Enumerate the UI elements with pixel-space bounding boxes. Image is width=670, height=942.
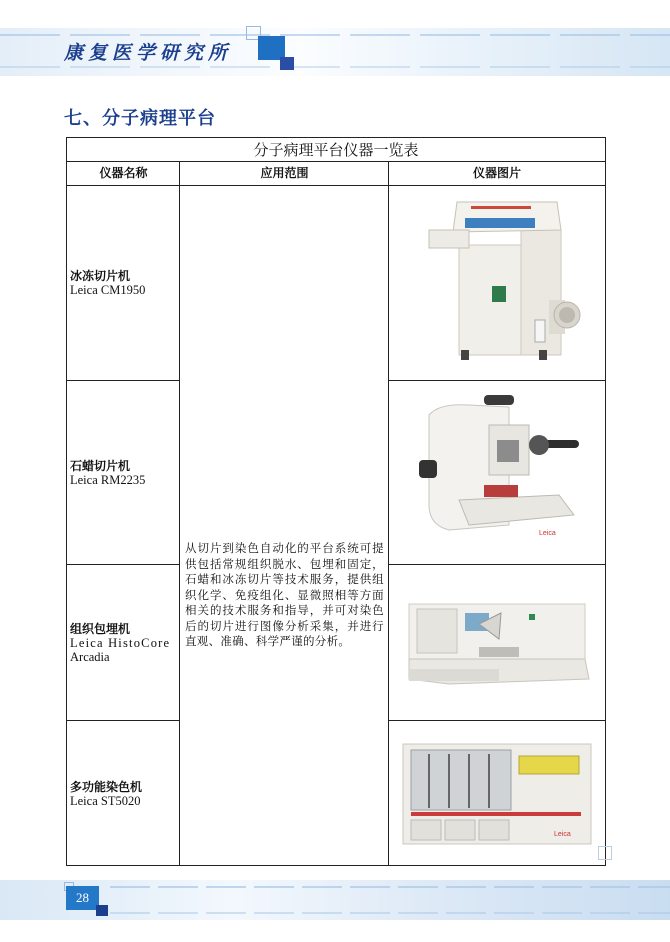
row-divider: [388, 720, 605, 721]
section-title: 七、分子病理平台: [64, 108, 216, 129]
instrument-model-line2: Arcadia: [70, 649, 110, 664]
header-stripe: [0, 66, 670, 68]
microtome-image: [389, 385, 605, 560]
stainer-image: [389, 724, 605, 864]
instrument-name-cn: 石蜡切片机: [70, 458, 131, 473]
instrument-table: [66, 137, 606, 866]
page-number: 28: [66, 886, 99, 910]
application-scope-cell: [180, 186, 388, 865]
row-divider: [388, 380, 605, 381]
decor-corner-square: [598, 846, 612, 860]
svg-text:Leica: Leica: [554, 831, 571, 838]
instrument-name-cn: 冰冻切片机: [70, 269, 131, 283]
application-scope-text: 从切片到染色自动化的平台系统可提供包括常规组织脱水、包埋和固定，石蜡和冰冻切片等技术服务，提供组织化学、免疫组化、显微照相等方面相关的技术服务和指导，并可对染色后的切片进行图像分析采集，并进行直观、准确、科学严谨的分析。: [185, 541, 384, 649]
decor-square-navy: [280, 57, 294, 70]
instrument-name-cn: 组织包埋机: [70, 621, 131, 636]
instrument-model: Leica ST5020: [70, 793, 141, 808]
col-header-image: 仪器图片: [389, 162, 605, 186]
cryostat-image: [389, 190, 605, 376]
table-row: [67, 721, 179, 866]
table-row: [67, 381, 179, 564]
footer-stripe: [110, 912, 670, 914]
svg-text:Leica: Leica: [539, 530, 556, 537]
instrument-model: Leica CM1950: [70, 283, 146, 297]
header-stripe: [0, 34, 670, 36]
table-row: [67, 565, 179, 720]
decor-square-navy: [96, 905, 108, 916]
embedder-image: [389, 569, 605, 717]
instrument-model: Leica RM2235: [70, 472, 146, 487]
col-header-name: 仪器名称: [67, 162, 180, 186]
footer-stripe: [110, 886, 670, 888]
table-caption: 分子病理平台仪器一览表: [67, 138, 605, 162]
institute-title: 康复医学研究所: [64, 42, 233, 64]
instrument-name-cn: 多功能染色机: [70, 779, 143, 794]
table-row: [67, 186, 179, 380]
row-divider: [388, 564, 605, 565]
instrument-model: Leica HistoCore: [70, 635, 171, 650]
col-header-scope: 应用范围: [180, 162, 389, 186]
